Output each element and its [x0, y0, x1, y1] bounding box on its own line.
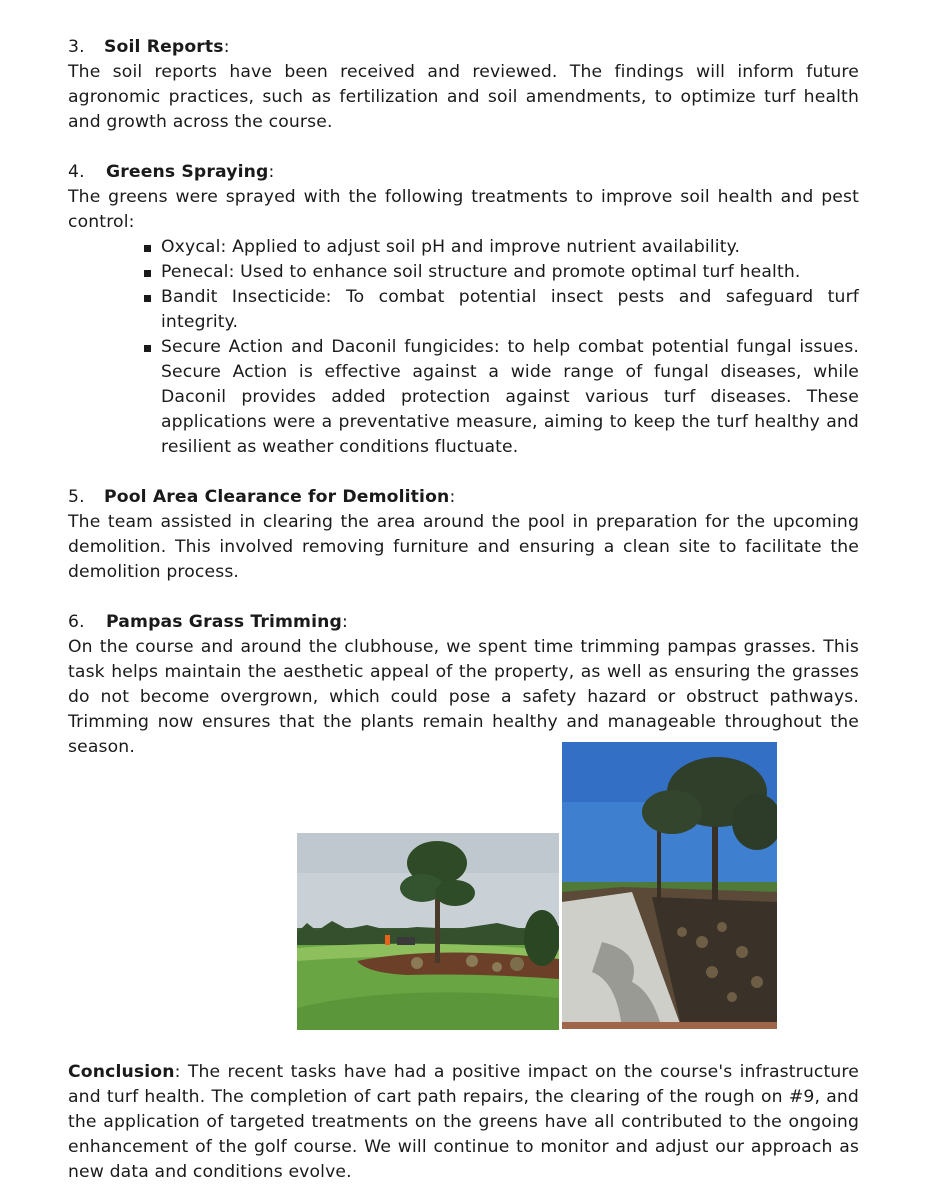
section-soil-reports — [68, 35, 859, 135]
conclusion-paragraph — [68, 1060, 859, 1185]
section-body: The greens were sprayed with the following treatments to improve soil health and pest control: — [68, 187, 859, 232]
section-title: Pool Area Clearance for Demolition — [104, 487, 450, 507]
golf-course-photo — [297, 833, 559, 1030]
section-number: 5. — [68, 487, 85, 507]
section-body: On the course and around the clubhouse, we spent time trimming pampas grasses. This task helps maintain the aesthetic appeal of the property, as well as ensuring the grasses do not become overgrown, which could pose a safety hazard or obstruct pathways. Trimming now ensures that the plants remain healthy and manageable throughout the season. — [68, 637, 859, 757]
cart-path-illustration — [562, 742, 777, 1029]
conclusion-label: Conclusion — [68, 1062, 175, 1083]
section-pool-area — [68, 485, 859, 585]
conclusion-text: : The recent tasks have had a positive impact on the course's infrastructure and turf health. The completion of cart path repairs, the clearing of the rough on #9, and the application of targeted treatments on the greens have all contributed to the ongoing enhancement of the golf course. We will continue to monitor and adjust our approach as new data and conditions evolve. — [68, 1062, 859, 1183]
section-heading: 3. Soil Reports: — [68, 35, 859, 60]
section-title: Greens Spraying — [106, 162, 269, 182]
treatment-list — [68, 235, 859, 460]
section-body: The soil reports have been received and reviewed. The findings will inform future agronomic practices, such as fertilization and soil amendments, to optimize turf health and growth across the course. — [68, 62, 859, 132]
list-item: Bandit Insecticide: To combat potential insect pests and safeguard turf integrity. — [161, 285, 859, 335]
section-heading: 6. Pampas Grass Trimming: — [68, 610, 859, 635]
cart-path-photo — [562, 742, 777, 1029]
section-body: The team assisted in clearing the area around the pool in preparation for the upcoming demolition. This involved removing furniture and ensuring a clean site to facilitate the demolition process. — [68, 512, 859, 582]
section-pampas-grass — [68, 610, 859, 760]
list-item: Penecal: Used to enhance soil structure and promote optimal turf health. — [161, 260, 859, 285]
section-title: Pampas Grass Trimming — [106, 612, 342, 632]
section-heading: 4. Greens Spraying: — [68, 160, 859, 185]
document-page — [68, 35, 859, 785]
section-number: 6. — [68, 612, 85, 632]
list-item: Oxycal: Applied to adjust soil pH and improve nutrient availability. — [161, 235, 859, 260]
list-item: Secure Action and Daconil fungicides: to help combat potential fungal issues. Secure Action is effective against a wide range of fungal diseases, while Daconil provides added protection against various turf diseases. These applications were a preventative measure, aiming to keep the turf healthy and resilient as weather conditions fluctuate. — [161, 335, 859, 460]
photo-gallery — [297, 742, 777, 1030]
section-number: 4. — [68, 162, 85, 182]
section-greens-spraying — [68, 160, 859, 460]
section-heading: 5. Pool Area Clearance for Demolition: — [68, 485, 859, 510]
golf-course-illustration — [297, 833, 559, 1030]
section-number: 3. — [68, 37, 85, 57]
section-title: Soil Reports — [104, 37, 224, 57]
